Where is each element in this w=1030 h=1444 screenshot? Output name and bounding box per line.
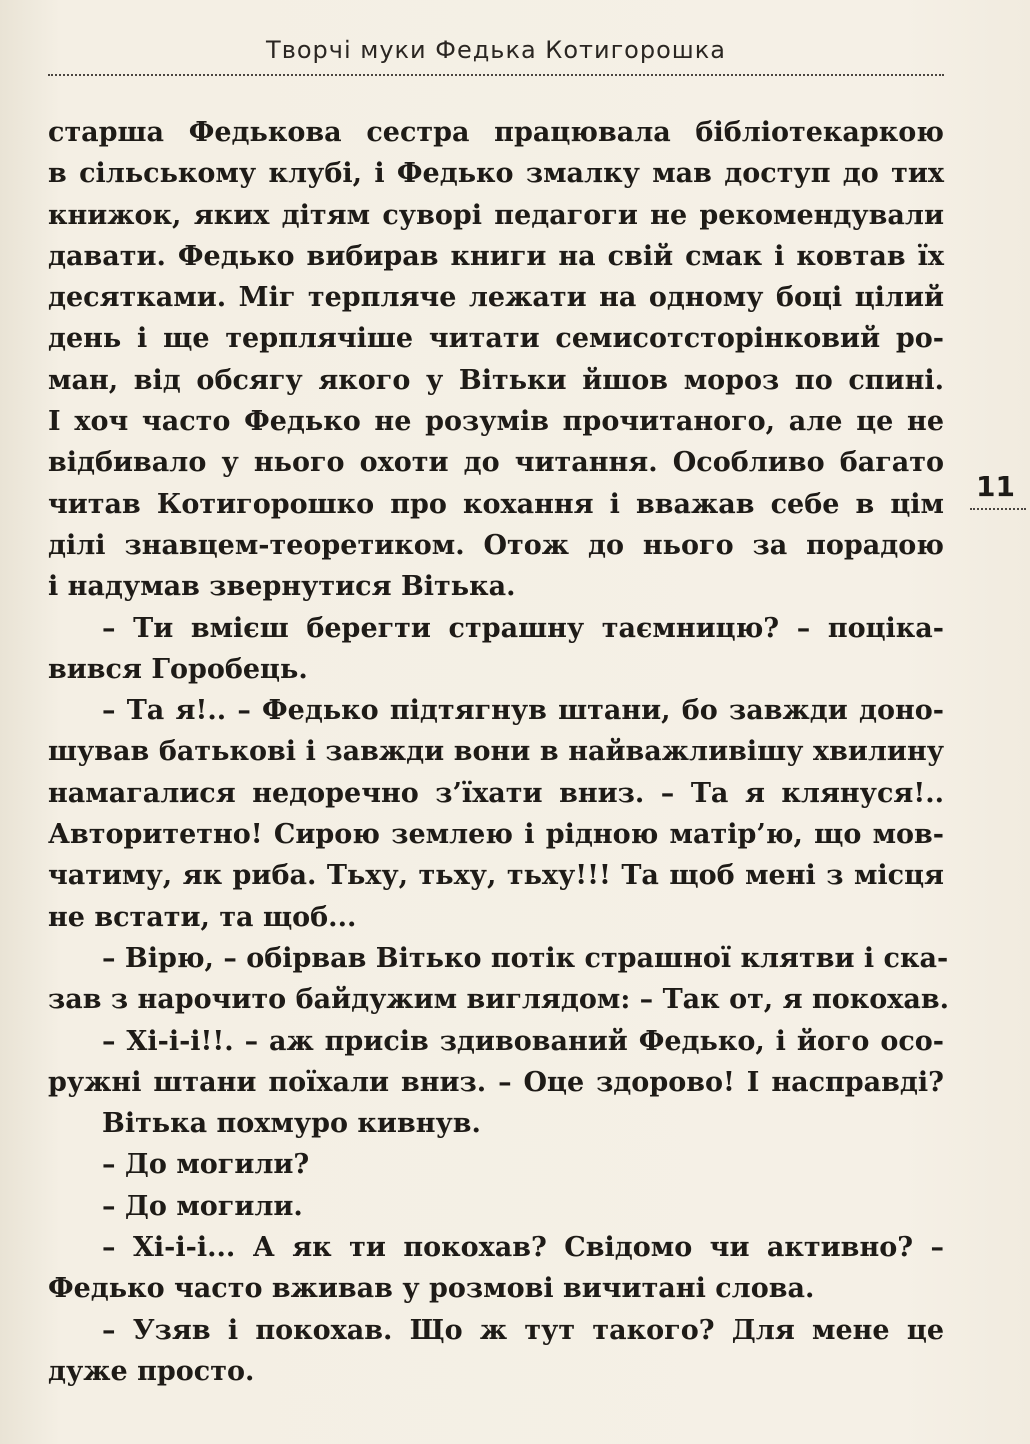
text-line: чатиму, як риба. Тьху, тьху, тьху!!! Та щоб мені з місця [48, 860, 944, 892]
text-line: не встати, та щоб... [48, 901, 357, 933]
text-line: намагалися недоречно з’їхати вниз. – Та я клянуся!.. [48, 777, 944, 809]
text-line: – Узяв і покохав. Що ж тут такого? Для мене це [102, 1314, 944, 1346]
text-line: ман, від обсягу якого у Вітьки йшов мороз по спині. [48, 364, 944, 396]
text-line: – Та я!.. – Федько підтягнув штани, бо завжди доно- [102, 695, 944, 727]
text-line: ділі знавцем-теоретиком. Отож до нього за порадою [48, 529, 944, 561]
text-line: зав з нарочито байдужим виглядом: – Так от, я покохав. [48, 984, 949, 1016]
text-line: – Ти вмієш берегти страшну таємницю? – поціка- [102, 612, 944, 644]
body-text [48, 112, 949, 1392]
text-line: десятками. Міг терпляче лежати на одному боці цілий [48, 282, 944, 314]
text-line: давати. Федько вибирав книги на свій смак і ковтав їх [48, 240, 944, 272]
text-line: ружні штани поїхали вниз. – Оце здорово! І насправді? [48, 1066, 944, 1098]
text-line: дуже просто. [48, 1355, 255, 1387]
text-line: Федько часто вживав у розмові вичитані слова. [48, 1273, 815, 1305]
text-line: шував батькові і завжди вони в найважливішу хвилину [48, 736, 944, 768]
text-line: читав Котигорошко про кохання і вважав себе в цім [48, 488, 944, 520]
text-line: – Вірю, – обірвав Вітько потік страшної клятви і ска- [102, 942, 949, 974]
text-line: І хоч часто Федько не розумів прочитаного, але це не [48, 406, 944, 438]
text-line: вився Горобець. [48, 653, 308, 685]
text-line: – До могили. [102, 1190, 303, 1222]
page-number: 11 [976, 470, 1015, 503]
running-head: Творчі муки Федька Котигорошка [266, 36, 726, 64]
text-line: відбивало у нього охоти до читання. Особливо багато [48, 447, 944, 479]
text-line: Авторитетно! Сирою землею і рідною матір’ю, що мов- [48, 819, 944, 851]
header-dotted-rule [48, 74, 944, 76]
text-line: в сільському клубі, і Федько змалку мав доступ до тих [48, 158, 944, 190]
text-line: книжок, яких дітям суворі педагоги не рекомендували [48, 199, 944, 231]
text-line: і надумав звернутися Вітька. [48, 571, 516, 603]
text-line: старша Федькова сестра працювала бібліотекаркою [48, 117, 944, 148]
text-line: – Хі-і-і!!. – аж присів здивований Федько, і його осо- [102, 1025, 944, 1057]
text-line: – До могили? [102, 1149, 310, 1181]
page-number-dotted-rule [970, 508, 1026, 510]
text-line: – Хі-і-і... А як ти покохав? Свідомо чи активно? – [102, 1232, 944, 1264]
text-line: Вітька похмуро кивнув. [102, 1108, 481, 1140]
text-line: день і ще терплячіше читати семисотсторінковий ро- [48, 323, 944, 355]
